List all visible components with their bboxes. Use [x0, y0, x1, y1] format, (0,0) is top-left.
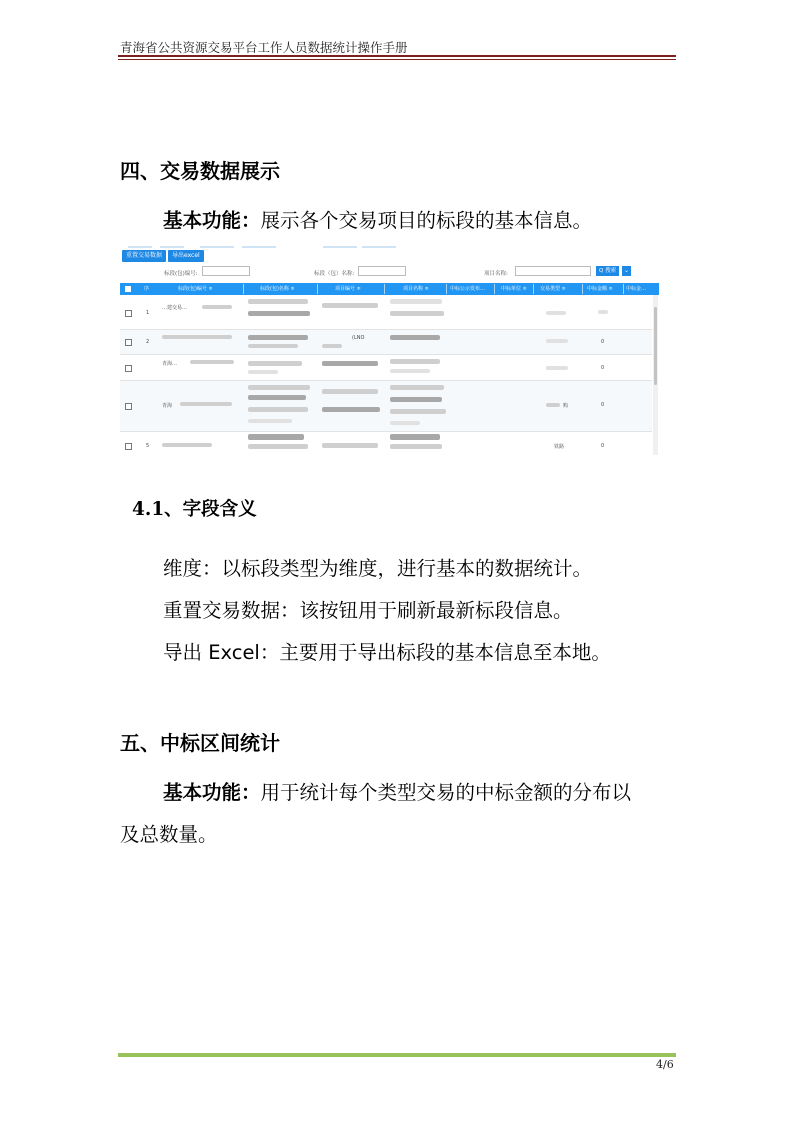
section5-intro-line1	[163, 777, 631, 805]
col-section-name[interactable]: 标段(包)名称 ≑	[260, 286, 295, 292]
vertical-scrollbar[interactable]	[653, 295, 658, 455]
section4-heading: 四、交易数据展示	[120, 159, 280, 183]
row-index: 1	[146, 310, 150, 316]
section4-intro-label: 基本功能：	[163, 209, 261, 232]
search-button[interactable]: Q 搜索	[596, 266, 619, 276]
filter-bar	[120, 265, 659, 279]
reset-trade-data-button[interactable]: 重置交易数据	[122, 250, 166, 262]
section4-intro	[163, 205, 592, 233]
row-checkbox[interactable]	[125, 339, 132, 346]
table-row[interactable]	[120, 295, 652, 330]
section4-intro-text: 展示各个交易项目的标段的基本信息。	[260, 209, 593, 232]
select-all-checkbox[interactable]	[125, 286, 131, 292]
row-section-code: 青海	[162, 403, 173, 409]
toolbar	[122, 250, 204, 262]
table-row[interactable]	[120, 355, 652, 381]
row-project-no: (LNO	[352, 335, 365, 341]
row-index: 5	[146, 443, 150, 449]
table-row[interactable]	[120, 432, 652, 455]
export-excel-button[interactable]: 导出excel	[168, 250, 204, 262]
filter-label-project-name: 项目名称:	[484, 271, 508, 277]
section5-intro-label: 基本功能：	[163, 781, 261, 804]
section-code-input[interactable]	[202, 266, 250, 276]
footer-rule	[118, 1053, 676, 1057]
row-award-amount: 0	[601, 365, 605, 371]
col-award-amount[interactable]: 中标金额 ≑	[587, 286, 613, 292]
header-rule-thin	[118, 59, 676, 60]
field-meaning-dimension: 维度：以标段类型为维度，进行基本的数据统计。	[163, 557, 593, 580]
section5-heading: 五、中标区间统计	[120, 731, 280, 755]
col-index: 序	[144, 286, 150, 292]
row-award-amount: 0	[601, 339, 605, 345]
project-name-input[interactable]	[515, 266, 591, 276]
table-header	[120, 283, 659, 295]
row-section-code: …建交易…	[162, 305, 188, 311]
scrollbar-thumb[interactable]	[654, 307, 657, 385]
row-award-amount: 0	[601, 443, 605, 449]
section5-intro-line2: 及总数量。	[120, 823, 218, 846]
row-checkbox[interactable]	[125, 365, 132, 372]
col-trade-type[interactable]: 交易类型 ≑	[540, 286, 566, 292]
field-meaning-reset: 重置交易数据：该按钮用于刷新最新标段信息。	[163, 599, 573, 622]
col-award-amount-2[interactable]: 中标金…	[626, 286, 647, 292]
col-project-name[interactable]: 项目名称 ≑	[403, 286, 429, 292]
col-winner[interactable]: 中标单位 ≑	[501, 286, 527, 292]
table-row[interactable]	[120, 381, 652, 432]
filter-label-section-name: 标段（包）名称:	[314, 271, 355, 277]
page-number: 4/6	[656, 1058, 674, 1071]
row-checkbox[interactable]	[125, 443, 132, 450]
page-header-title: 青海省公共资源交易平台工作人员数据统计操作手册	[120, 40, 408, 55]
row-trade-type: 铁路	[554, 444, 565, 450]
trade-data-screenshot	[120, 246, 659, 455]
chevron-down-icon[interactable]: ⌄	[623, 267, 630, 274]
row-checkbox[interactable]	[125, 403, 132, 410]
section41-heading: 4.1、字段含义	[132, 499, 257, 520]
col-project-no[interactable]: 项目编号 ≑	[335, 286, 361, 292]
col-award-notice[interactable]: 中标公示发布…	[450, 286, 486, 292]
section-name-input[interactable]	[358, 266, 406, 276]
row-award-amount: 0	[601, 402, 605, 408]
row-section-code: 青海…	[162, 361, 178, 367]
row-checkbox[interactable]	[125, 310, 132, 317]
header-rule	[118, 55, 676, 57]
row-trade-type: 购	[563, 403, 569, 409]
table-row[interactable]	[120, 330, 652, 355]
section5-intro-text: 用于统计每个类型交易的中标金额的分布以	[260, 781, 632, 804]
tab-strip	[120, 246, 659, 249]
row-index: 2	[146, 339, 150, 345]
col-section-code[interactable]: 标段(包)编号 ≑	[178, 286, 213, 292]
filter-label-section-code: 标段(包)编号:	[164, 271, 198, 277]
field-meaning-export: 导出 Excel：主要用于导出标段的基本信息至本地。	[163, 641, 611, 664]
